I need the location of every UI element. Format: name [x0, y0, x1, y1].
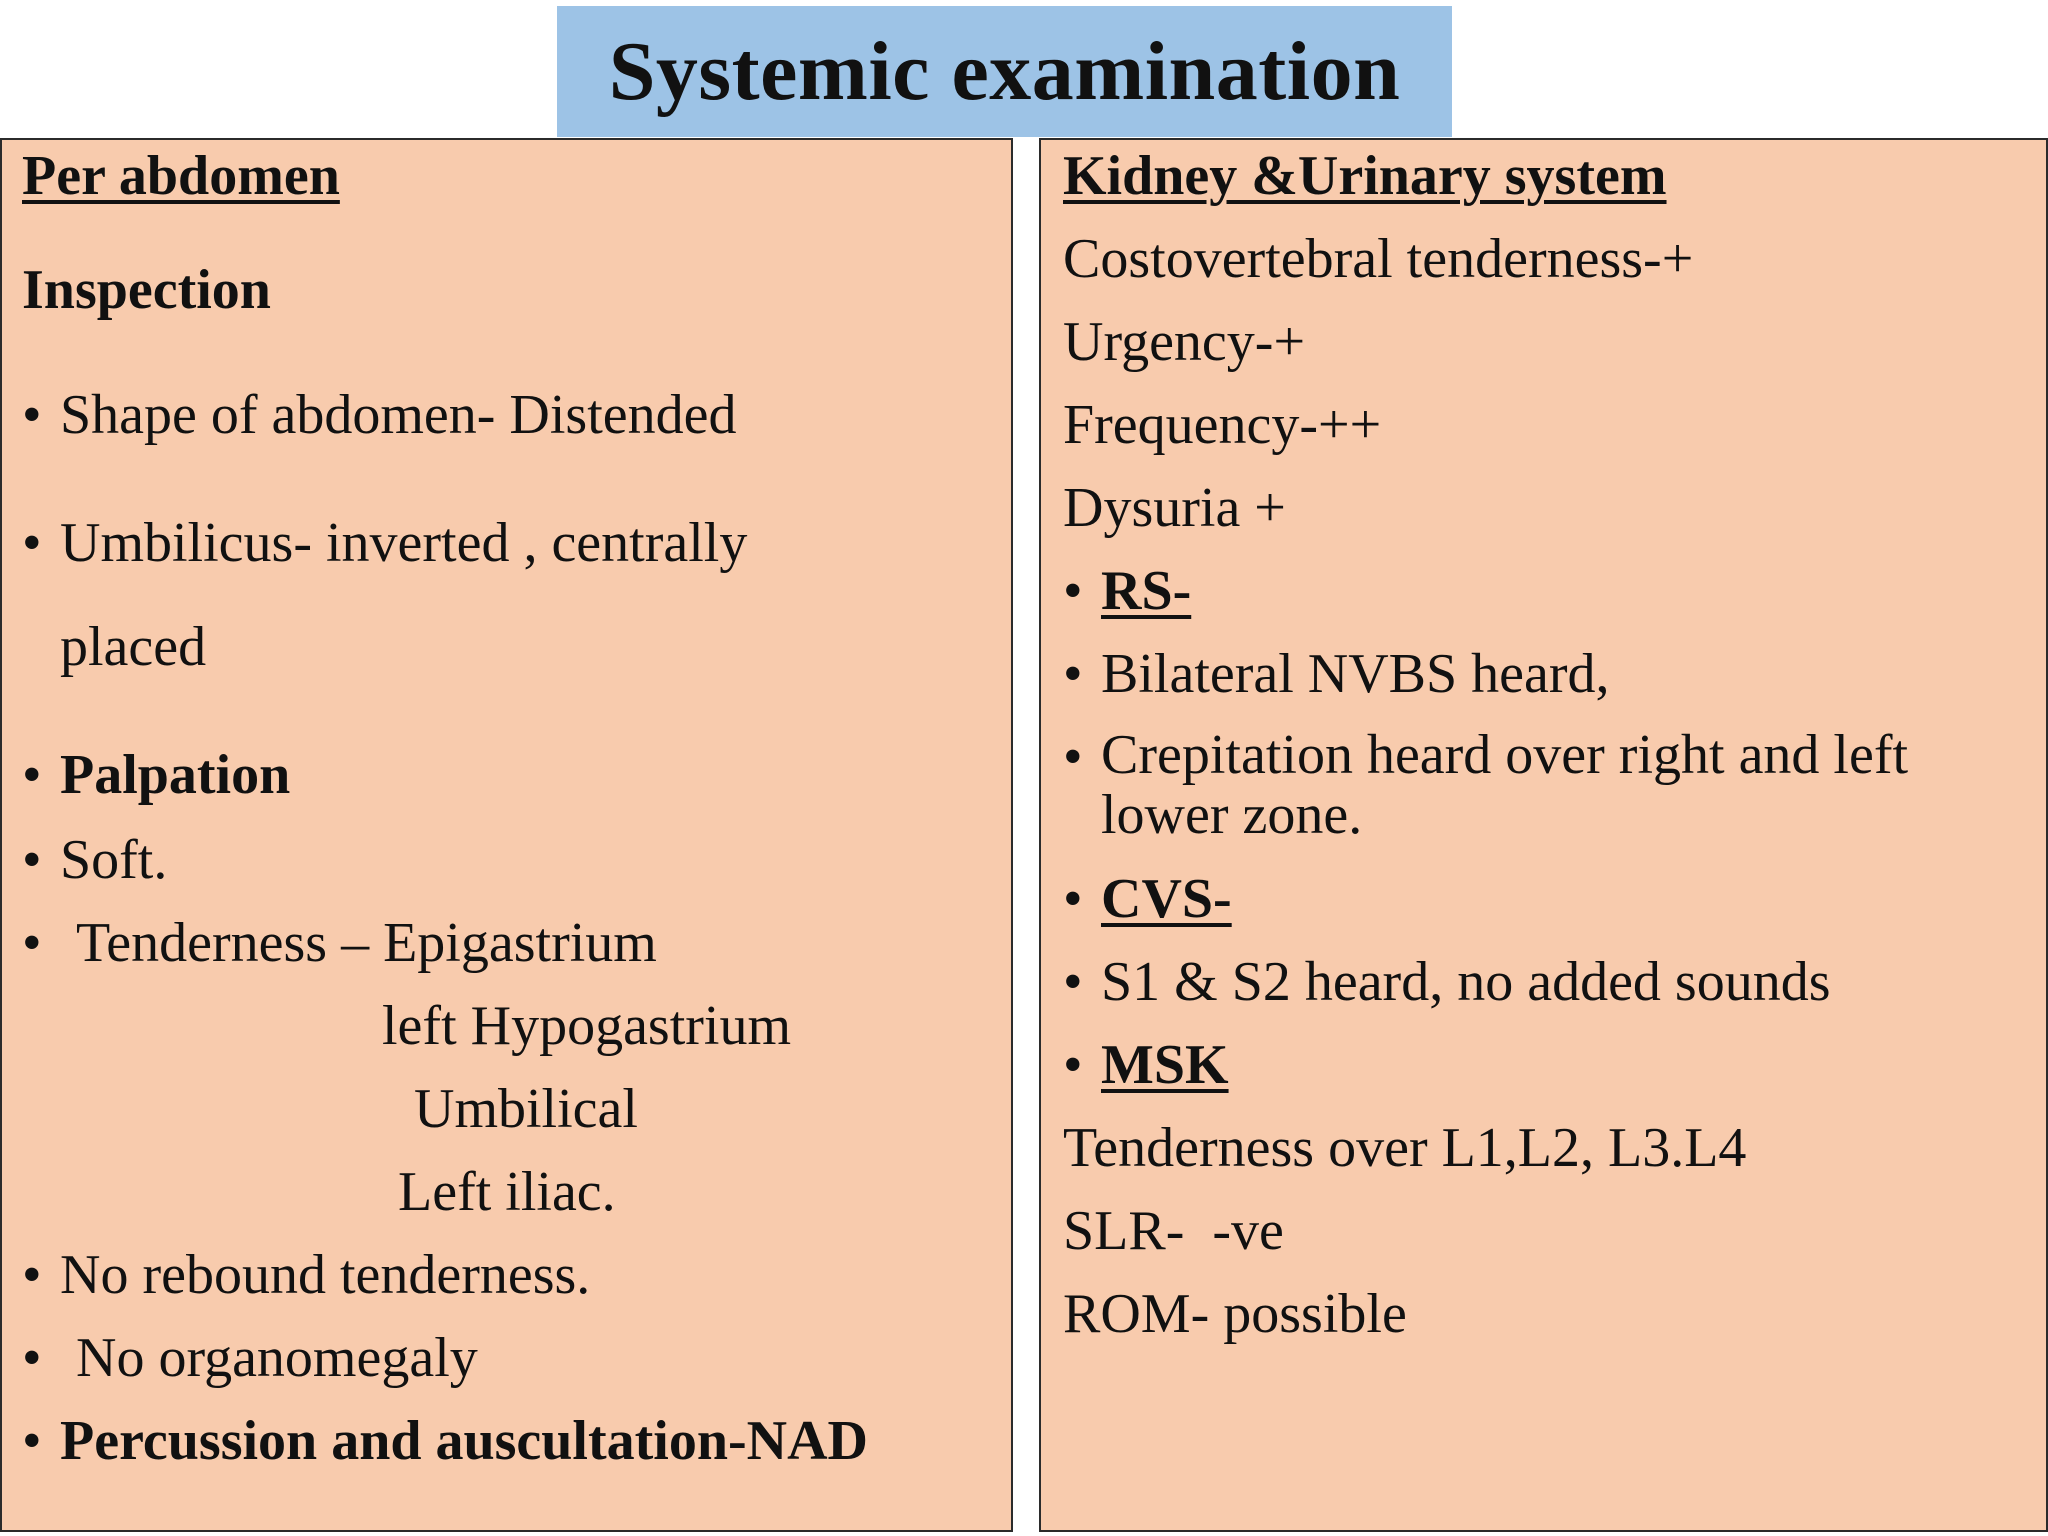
kidney-urinary-panel: [1039, 138, 2048, 1532]
urgency-item: Urgency-+: [1063, 311, 1306, 373]
tenderness-lumbar-item: Tenderness over L1,L2, L3.L4: [1063, 1117, 1747, 1179]
rom-item: ROM- possible: [1063, 1283, 1407, 1345]
bullet: •: [1063, 951, 1083, 1013]
nvbs-item: Bilateral NVBS heard,: [1101, 643, 1610, 705]
costovertebral-item: Costovertebral tenderness-+: [1063, 228, 1694, 290]
bullet: •: [22, 512, 42, 574]
palpation-heading: Palpation: [60, 744, 291, 806]
tender-site-left-iliac: Left iliac.: [398, 1161, 616, 1223]
bullet: •: [22, 384, 42, 446]
slr-item: SLR- -ve: [1063, 1200, 1284, 1262]
soft-item: Soft.: [60, 829, 168, 891]
tenderness-item: Tenderness – Epigastrium: [76, 912, 657, 974]
per-abdomen-heading: Per abdomen: [22, 145, 340, 207]
tender-site-hypogastrium: left Hypogastrium: [382, 995, 792, 1057]
bullet: •: [1063, 726, 1083, 788]
bullet: •: [22, 829, 42, 891]
title-banner: [557, 6, 1452, 137]
inspection-heading: Inspection: [22, 259, 271, 321]
cvs-heading: CVS-: [1101, 868, 1232, 930]
bullet: •: [1063, 868, 1083, 930]
percussion-item: Percussion and auscultation-NAD: [60, 1410, 868, 1472]
bullet: •: [1063, 643, 1083, 705]
crepitation-item: Crepitation heard over right and left lower zone.: [1101, 724, 1909, 846]
no-rebound-item: No rebound tenderness.: [60, 1244, 591, 1306]
page-title: Systemic examination: [608, 25, 1401, 118]
kidney-urinary-heading: Kidney &Urinary system: [1063, 145, 1667, 207]
umbilicus-item-continued: placed: [60, 616, 207, 678]
bullet: •: [22, 1410, 42, 1472]
umbilicus-item: Umbilicus- inverted , centrally: [60, 512, 748, 574]
msk-heading: MSK: [1101, 1034, 1229, 1096]
rs-heading: RS-: [1101, 560, 1192, 622]
tender-site-umbilical: Umbilical: [414, 1078, 638, 1140]
bullet: •: [22, 1244, 42, 1306]
bullet: •: [1063, 560, 1083, 622]
no-organomegaly-item: No organomegaly: [76, 1327, 478, 1389]
bullet: •: [1063, 1034, 1083, 1096]
frequency-item: Frequency-++: [1063, 394, 1382, 456]
bullet: •: [22, 912, 42, 974]
s1-s2-item: S1 & S2 heard, no added sounds: [1101, 951, 1831, 1013]
dysuria-item: Dysuria +: [1063, 477, 1286, 539]
shape-of-abdomen-item: Shape of abdomen- Distended: [60, 384, 737, 446]
bullet: •: [22, 744, 42, 806]
bullet: •: [22, 1327, 42, 1389]
per-abdomen-panel: [0, 138, 1013, 1532]
